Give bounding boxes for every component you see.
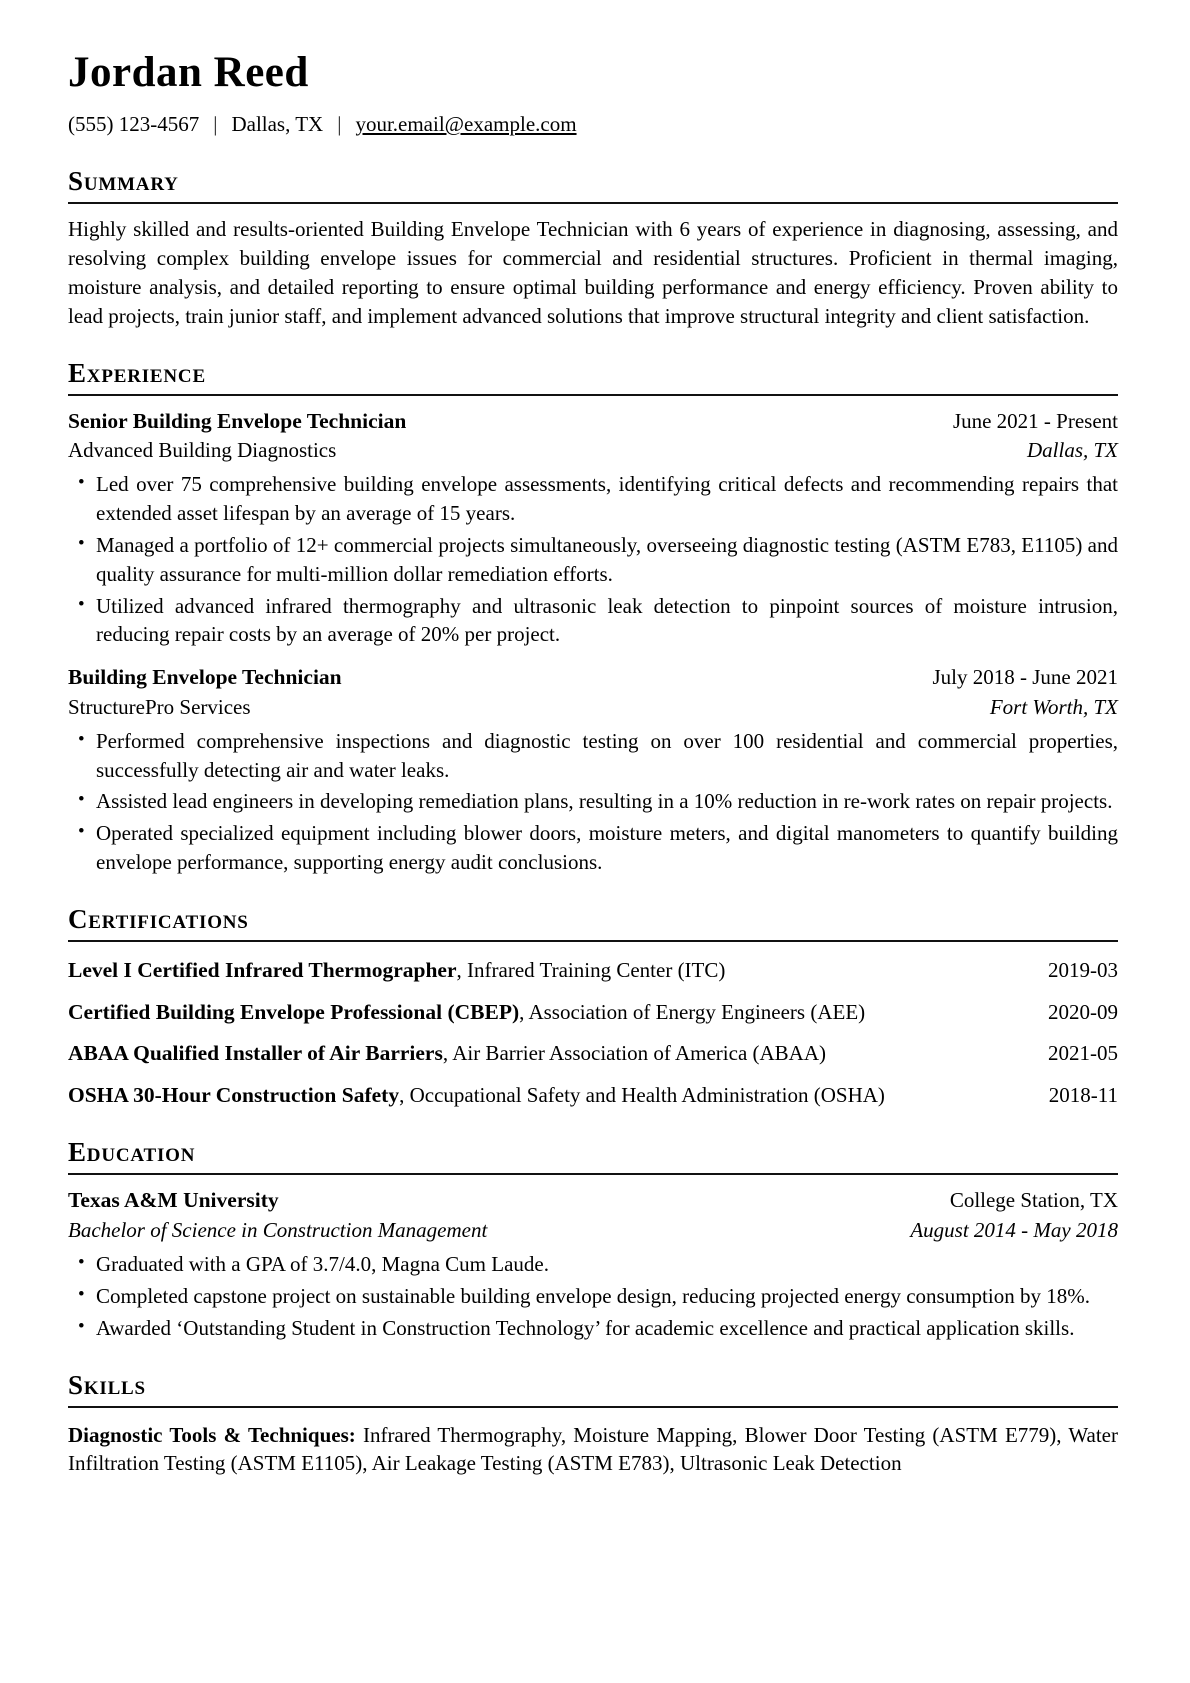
education-bullet: • Awarded ‘Outstanding Student in Construction Technology’ for academic excellence and practical application skills. [68, 1314, 1118, 1343]
job-title: Senior Building Envelope Technician [68, 408, 407, 433]
certification-name: Level I Certified Infrared Thermographer [68, 958, 457, 983]
education-bullet-list [68, 1250, 1118, 1343]
certification-text [68, 1081, 885, 1111]
job-company: Advanced Building Diagnostics [68, 438, 337, 463]
section-certifications [68, 904, 1118, 1110]
job-bullet: • Assisted lead engineers in developing remediation plans, resulting in a 10% reduction in re-work rates on repair projects. [68, 787, 1118, 816]
education-bullet: • Completed capstone project on sustainable building envelope design, reducing projected energy consumption by 18%. [68, 1282, 1118, 1311]
job-bullet: • Operated specialized equipment including blower doors, moisture meters, and digital manometers to quantify building envelope performance, supporting energy audit conclusions. [68, 819, 1118, 877]
location-text: Dallas, TX [231, 112, 324, 137]
job-entry [68, 407, 1118, 650]
certification-name: ABAA Qualified Installer of Air Barriers [68, 1041, 443, 1066]
comma: , [399, 1082, 405, 1107]
job-bullet-list [68, 470, 1118, 649]
education-heading: Education [68, 1137, 1118, 1175]
job-bullet: • Managed a portfolio of 12+ commercial projects simultaneously, overseeing diagnostic testing (ASTM E783, E1105) and quality assurance for multi-million dollar remediation efforts. [68, 531, 1118, 589]
certification-issuer: Association of Energy Engineers (AEE) [528, 999, 866, 1024]
certification-row [68, 1081, 1118, 1111]
certification-row [68, 998, 1118, 1028]
summary-heading: Summary [68, 166, 1118, 204]
candidate-name: Jordan Reed [68, 49, 309, 96]
certification-issuer: Air Barrier Association of America (ABAA) [452, 1041, 827, 1066]
certification-issuer: Occupational Safety and Health Administration (OSHA) [409, 1082, 885, 1107]
job-location: Dallas, TX [1026, 438, 1118, 463]
certification-date: 2020-09 [1048, 999, 1118, 1024]
separator-pipe: | [213, 112, 218, 137]
comma: , [456, 958, 462, 983]
job-dates: July 2018 - June 2021 [932, 665, 1118, 690]
job-bullet: • Led over 75 comprehensive building envelope assessments, identifying critical defects and recommending repairs that extended asset lifespan by an average of 15 years. [68, 470, 1118, 528]
certification-text [68, 1039, 826, 1069]
school-name: Texas A&M University [68, 1188, 279, 1213]
certification-row [68, 956, 1118, 986]
section-experience [68, 358, 1118, 878]
section-education [68, 1137, 1118, 1342]
section-skills [68, 1370, 1118, 1479]
section-summary [68, 166, 1118, 331]
job-entry [68, 663, 1118, 877]
certification-date: 2019-03 [1048, 958, 1118, 983]
education-dates: August 2014 - May 2018 [910, 1218, 1118, 1243]
comma: , [442, 1041, 449, 1066]
contact-line [68, 110, 1118, 139]
phone-number: (555) 123-4567 [68, 112, 200, 137]
comma: , [519, 999, 525, 1024]
certification-issuer: Infrared Training Center (ITC) [467, 958, 726, 983]
certification-date: 2021-05 [1048, 1041, 1118, 1066]
education-bullet: • Graduated with a GPA of 3.7/4.0, Magna Cum Laude. [68, 1250, 1118, 1279]
job-bullet-list [68, 727, 1118, 877]
email-link[interactable]: your.email@example.com [355, 112, 577, 137]
resume-header [68, 50, 1118, 139]
certification-name: OSHA 30-Hour Construction Safety [68, 1082, 400, 1107]
experience-heading: Experience [68, 358, 1118, 396]
certification-name: Certified Building Envelope Professional (CBEP) [68, 999, 520, 1024]
summary-text: Highly skilled and results-oriented Building Envelope Technician with 6 years of experience in diagnosing, assessing, and resolving complex building envelope issues for commercial and residential structures. Proficient in thermal imaging, moisture analysis, and detailed reporting to ensure optimal building performance and energy efficiency. Proven ability to lead projects, train junior staff, and implement advanced solutions that improve structural integrity and client satisfaction. [68, 217, 1118, 328]
skill-detail: Infrared Thermography, Moisture Mapping, Blower Door Testing (ASTM E779), Water Infiltration Testing (ASTM E1105), Air Leakage Testing (ASTM E783), Ultrasonic Leak Detection [68, 1422, 1118, 1476]
skill-category: Diagnostic Tools & Techniques: [68, 1422, 356, 1447]
skill-line [68, 1421, 1118, 1479]
certification-text [68, 956, 725, 986]
certification-text [68, 998, 865, 1028]
job-bullet: • Utilized advanced infrared thermography and ultrasonic leak detection to pinpoint sources of moisture intrusion, reducing repair costs by an average of 20% per project. [68, 592, 1118, 650]
certification-date: 2018-11 [1048, 1082, 1118, 1107]
job-title: Building Envelope Technician [68, 665, 342, 690]
certification-row [68, 1039, 1118, 1069]
separator-pipe: | [337, 112, 342, 137]
job-company: StructurePro Services [68, 694, 251, 719]
job-location: Fort Worth, TX [989, 694, 1118, 719]
job-dates: June 2021 - Present [952, 408, 1118, 433]
degree-name: Bachelor of Science in Construction Management [68, 1218, 488, 1243]
school-location: College Station, TX [949, 1188, 1118, 1213]
education-entry [68, 1186, 1118, 1342]
job-bullet: • Performed comprehensive inspections and diagnostic testing on over 100 residential and commercial properties, successfully detecting air and water leaks. [68, 727, 1118, 785]
skills-heading: Skills [68, 1370, 1118, 1408]
certifications-heading: Certifications [68, 904, 1118, 942]
